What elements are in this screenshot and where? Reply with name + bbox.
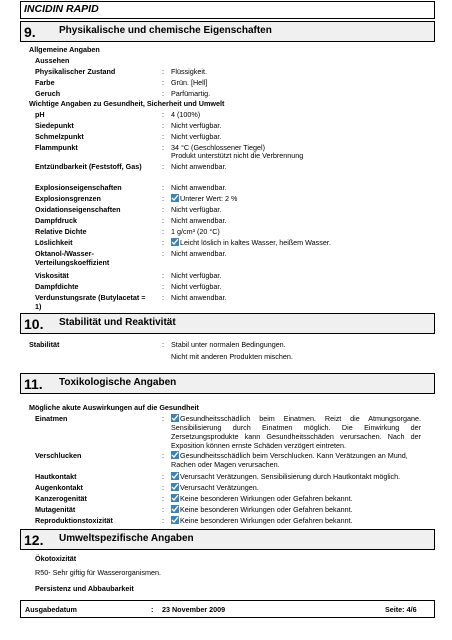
- ingestion-value: Gesundheitsschädlich beim Verschlucken. Kann Verätzungen an Mund, Rachen oder Magen verursachen.: [171, 451, 408, 469]
- colon: :: [162, 194, 164, 203]
- section-number: 12.: [24, 532, 44, 548]
- explosive-limits-value: Unterer Wert: 2 %: [180, 194, 238, 203]
- section-number: 11.: [24, 376, 43, 392]
- solubility-label: Löslichkeit: [35, 238, 73, 247]
- carcinogenicity-value: Keine besonderen Wirkungen oder Gefahren bekannt.: [180, 494, 353, 503]
- explosive-limits-row: [171, 194, 237, 203]
- section-9-header: [20, 21, 435, 42]
- colon: :: [162, 516, 164, 525]
- skin-row: [171, 472, 400, 481]
- colon: :: [162, 78, 164, 87]
- colon: :: [162, 110, 164, 119]
- general-heading: Allgemeine Angaben: [29, 45, 100, 54]
- flammability-label: Entzündbarkeit (Feststoff, Gas): [35, 162, 142, 171]
- colon: :: [162, 271, 164, 280]
- colon: :: [162, 340, 164, 349]
- colon: :: [162, 472, 164, 481]
- octanol-label: Oktanol-/Wasser-Verteilungskoeffizient: [35, 249, 110, 267]
- colon: :: [162, 414, 164, 423]
- viscosity-value: Nicht verfügbar.: [171, 271, 222, 280]
- colon: :: [162, 216, 164, 225]
- colon: :: [151, 605, 154, 614]
- phys-state-value: Flüssigkeit.: [171, 67, 207, 76]
- oxidizing-label: Oxidationseigenschaften: [35, 205, 121, 214]
- colon: :: [162, 505, 164, 514]
- colon: :: [162, 483, 164, 492]
- inhalation-value: Gesundheitsschädlich beim Einatmen. Reizt die Atmungsorgane. Sensibilisierung durch Einatmen möglich. Die Einwirkung der Zersetzungsprodukte kann Gesundheitsschäden verursachen. Nach der Exposition können ernste Schäden verzögert eintreten.: [171, 414, 421, 450]
- check-icon: [171, 451, 179, 459]
- stability-value: Stabil unter normalen Bedingungen.: [171, 340, 286, 349]
- flammability-value: Nicht anwendbar.: [171, 162, 227, 171]
- eye-label: Augenkontakt: [35, 483, 83, 492]
- carcinogenicity-row: [171, 494, 353, 503]
- mutagenicity-label: Mutagenität: [35, 505, 76, 514]
- tox-heading: Mögliche akute Auswirkungen auf die Gesundheit: [29, 403, 199, 412]
- colon: :: [162, 249, 164, 258]
- inhalation-label: Einatmen: [35, 414, 68, 423]
- ph-value: 4 (100%): [171, 110, 201, 119]
- odor-label: Geruch: [35, 89, 61, 98]
- section-number: 10.: [24, 316, 44, 332]
- octanol-value: Nicht anwendbar.: [171, 249, 227, 258]
- ingestion-label: Verschlucken: [35, 451, 82, 460]
- melting-value: Nicht verfügbar.: [171, 132, 222, 141]
- appearance-heading: Aussehen: [35, 56, 70, 65]
- check-icon: [171, 483, 179, 491]
- reproductive-value: Keine besonderen Wirkungen oder Gefahren bekannt.: [180, 516, 353, 525]
- evaporation-label: Verdunstungsrate (Butylacetat = 1): [35, 293, 146, 311]
- ingestion-row: [171, 451, 421, 469]
- flash-value-note: Produkt unterstützt nicht die Verbrennung: [171, 151, 304, 160]
- issue-date-value: 23 November 2009: [162, 605, 226, 614]
- document-header: [20, 1, 435, 19]
- color-label: Farbe: [35, 78, 55, 87]
- vapor-pressure-label: Dampfdruck: [35, 216, 77, 225]
- colon: :: [162, 451, 164, 460]
- odor-value: Parfümartig.: [171, 89, 211, 98]
- skin-label: Hautkontakt: [35, 472, 77, 481]
- colon: :: [162, 238, 164, 247]
- check-icon: [171, 472, 179, 480]
- explosive-props-value: Nicht anwendbar.: [171, 183, 227, 192]
- colon: :: [162, 282, 164, 291]
- check-icon: [171, 194, 179, 202]
- colon: :: [162, 227, 164, 236]
- colon: :: [162, 143, 164, 152]
- vapor-density-label: Dampfdichte: [35, 282, 79, 291]
- reproductive-label: Reproduktionstoxizität: [35, 516, 113, 525]
- density-value: 1 g/cm³ (20 °C): [171, 227, 220, 236]
- solubility-value: Leicht löslich in kaltes Wasser, heißem Wasser.: [180, 238, 331, 247]
- section-title: Toxikologische Angaben: [59, 377, 177, 388]
- issue-date-label: Ausgabedatum: [25, 605, 77, 614]
- evaporation-value: Nicht anwendbar.: [171, 293, 227, 302]
- section-number: 9.: [24, 24, 36, 40]
- check-icon: [171, 516, 179, 524]
- ph-label: pH: [35, 110, 45, 119]
- safety-heading: Wichtige Angaben zu Gesundheit, Sicherheit und Umwelt: [29, 99, 225, 108]
- section-title: Umweltspezifische Angaben: [59, 533, 194, 544]
- solubility-row: [171, 238, 331, 247]
- check-icon: [171, 494, 179, 502]
- explosive-limits-label: Explosionsgrenzen: [35, 194, 101, 203]
- reproductive-row: [171, 516, 353, 525]
- mutagenicity-row: [171, 505, 353, 514]
- colon: :: [162, 162, 164, 171]
- melting-label: Schmelzpunkt: [35, 132, 84, 141]
- document-title: INCIDIN RAPID: [24, 3, 99, 15]
- section-title: Physikalische und chemische Eigenschaften: [59, 25, 272, 36]
- density-label: Relative Dichte: [35, 227, 87, 236]
- vapor-pressure-value: Nicht anwendbar.: [171, 216, 227, 225]
- check-icon: [171, 238, 179, 246]
- ecotoxicity-text: R50- Sehr giftig für Wasserorganismen.: [35, 568, 161, 577]
- color-value: Grün. [Hell]: [171, 78, 208, 87]
- colon: :: [162, 494, 164, 503]
- boiling-label: Siedepunkt: [35, 121, 74, 130]
- colon: :: [162, 293, 164, 302]
- colon: :: [162, 121, 164, 130]
- boiling-value: Nicht verfügbar.: [171, 121, 222, 130]
- inhalation-row: [171, 414, 421, 450]
- flash-value: 34 °C (Geschlossener Tiegel): [171, 143, 265, 152]
- eye-row: [171, 483, 259, 492]
- section-11-header: [20, 373, 435, 394]
- page-number: Seite: 4/6: [385, 605, 417, 614]
- check-icon: [171, 414, 179, 422]
- flash-label: Flammpunkt: [35, 143, 78, 152]
- mutagenicity-value: Keine besonderen Wirkungen oder Gefahren bekannt.: [180, 505, 353, 514]
- persistence-heading: Persistenz und Abbaubarkeit: [35, 584, 134, 593]
- skin-value: Verursacht Verätzungen. Sensibilisierung durch Hautkontakt möglich.: [180, 472, 401, 481]
- colon: :: [162, 183, 164, 192]
- colon: :: [162, 67, 164, 76]
- explosive-props-label: Explosionseigenschaften: [35, 183, 122, 192]
- phys-state-label: Physikalischer Zustand: [35, 67, 116, 76]
- section-title: Stabilität und Reaktivität: [59, 317, 176, 328]
- vapor-density-value: Nicht verfügbar.: [171, 282, 222, 291]
- oxidizing-value: Nicht verfügbar.: [171, 205, 222, 214]
- carcinogenicity-label: Kanzerogenität: [35, 494, 87, 503]
- section-10-header: [20, 313, 435, 334]
- page-footer: [20, 600, 435, 618]
- colon: :: [162, 89, 164, 98]
- viscosity-label: Viskosität: [35, 271, 69, 280]
- ecotoxicity-heading: Ökotoxizität: [35, 554, 77, 563]
- colon: :: [162, 205, 164, 214]
- stability-label: Stabilität: [29, 340, 60, 349]
- stability-note: Nicht mit anderen Produkten mischen.: [171, 352, 293, 361]
- eye-value: Verursacht Verätzungen.: [180, 483, 259, 492]
- colon: :: [162, 132, 164, 141]
- check-icon: [171, 505, 179, 513]
- section-12-header: [20, 529, 435, 550]
